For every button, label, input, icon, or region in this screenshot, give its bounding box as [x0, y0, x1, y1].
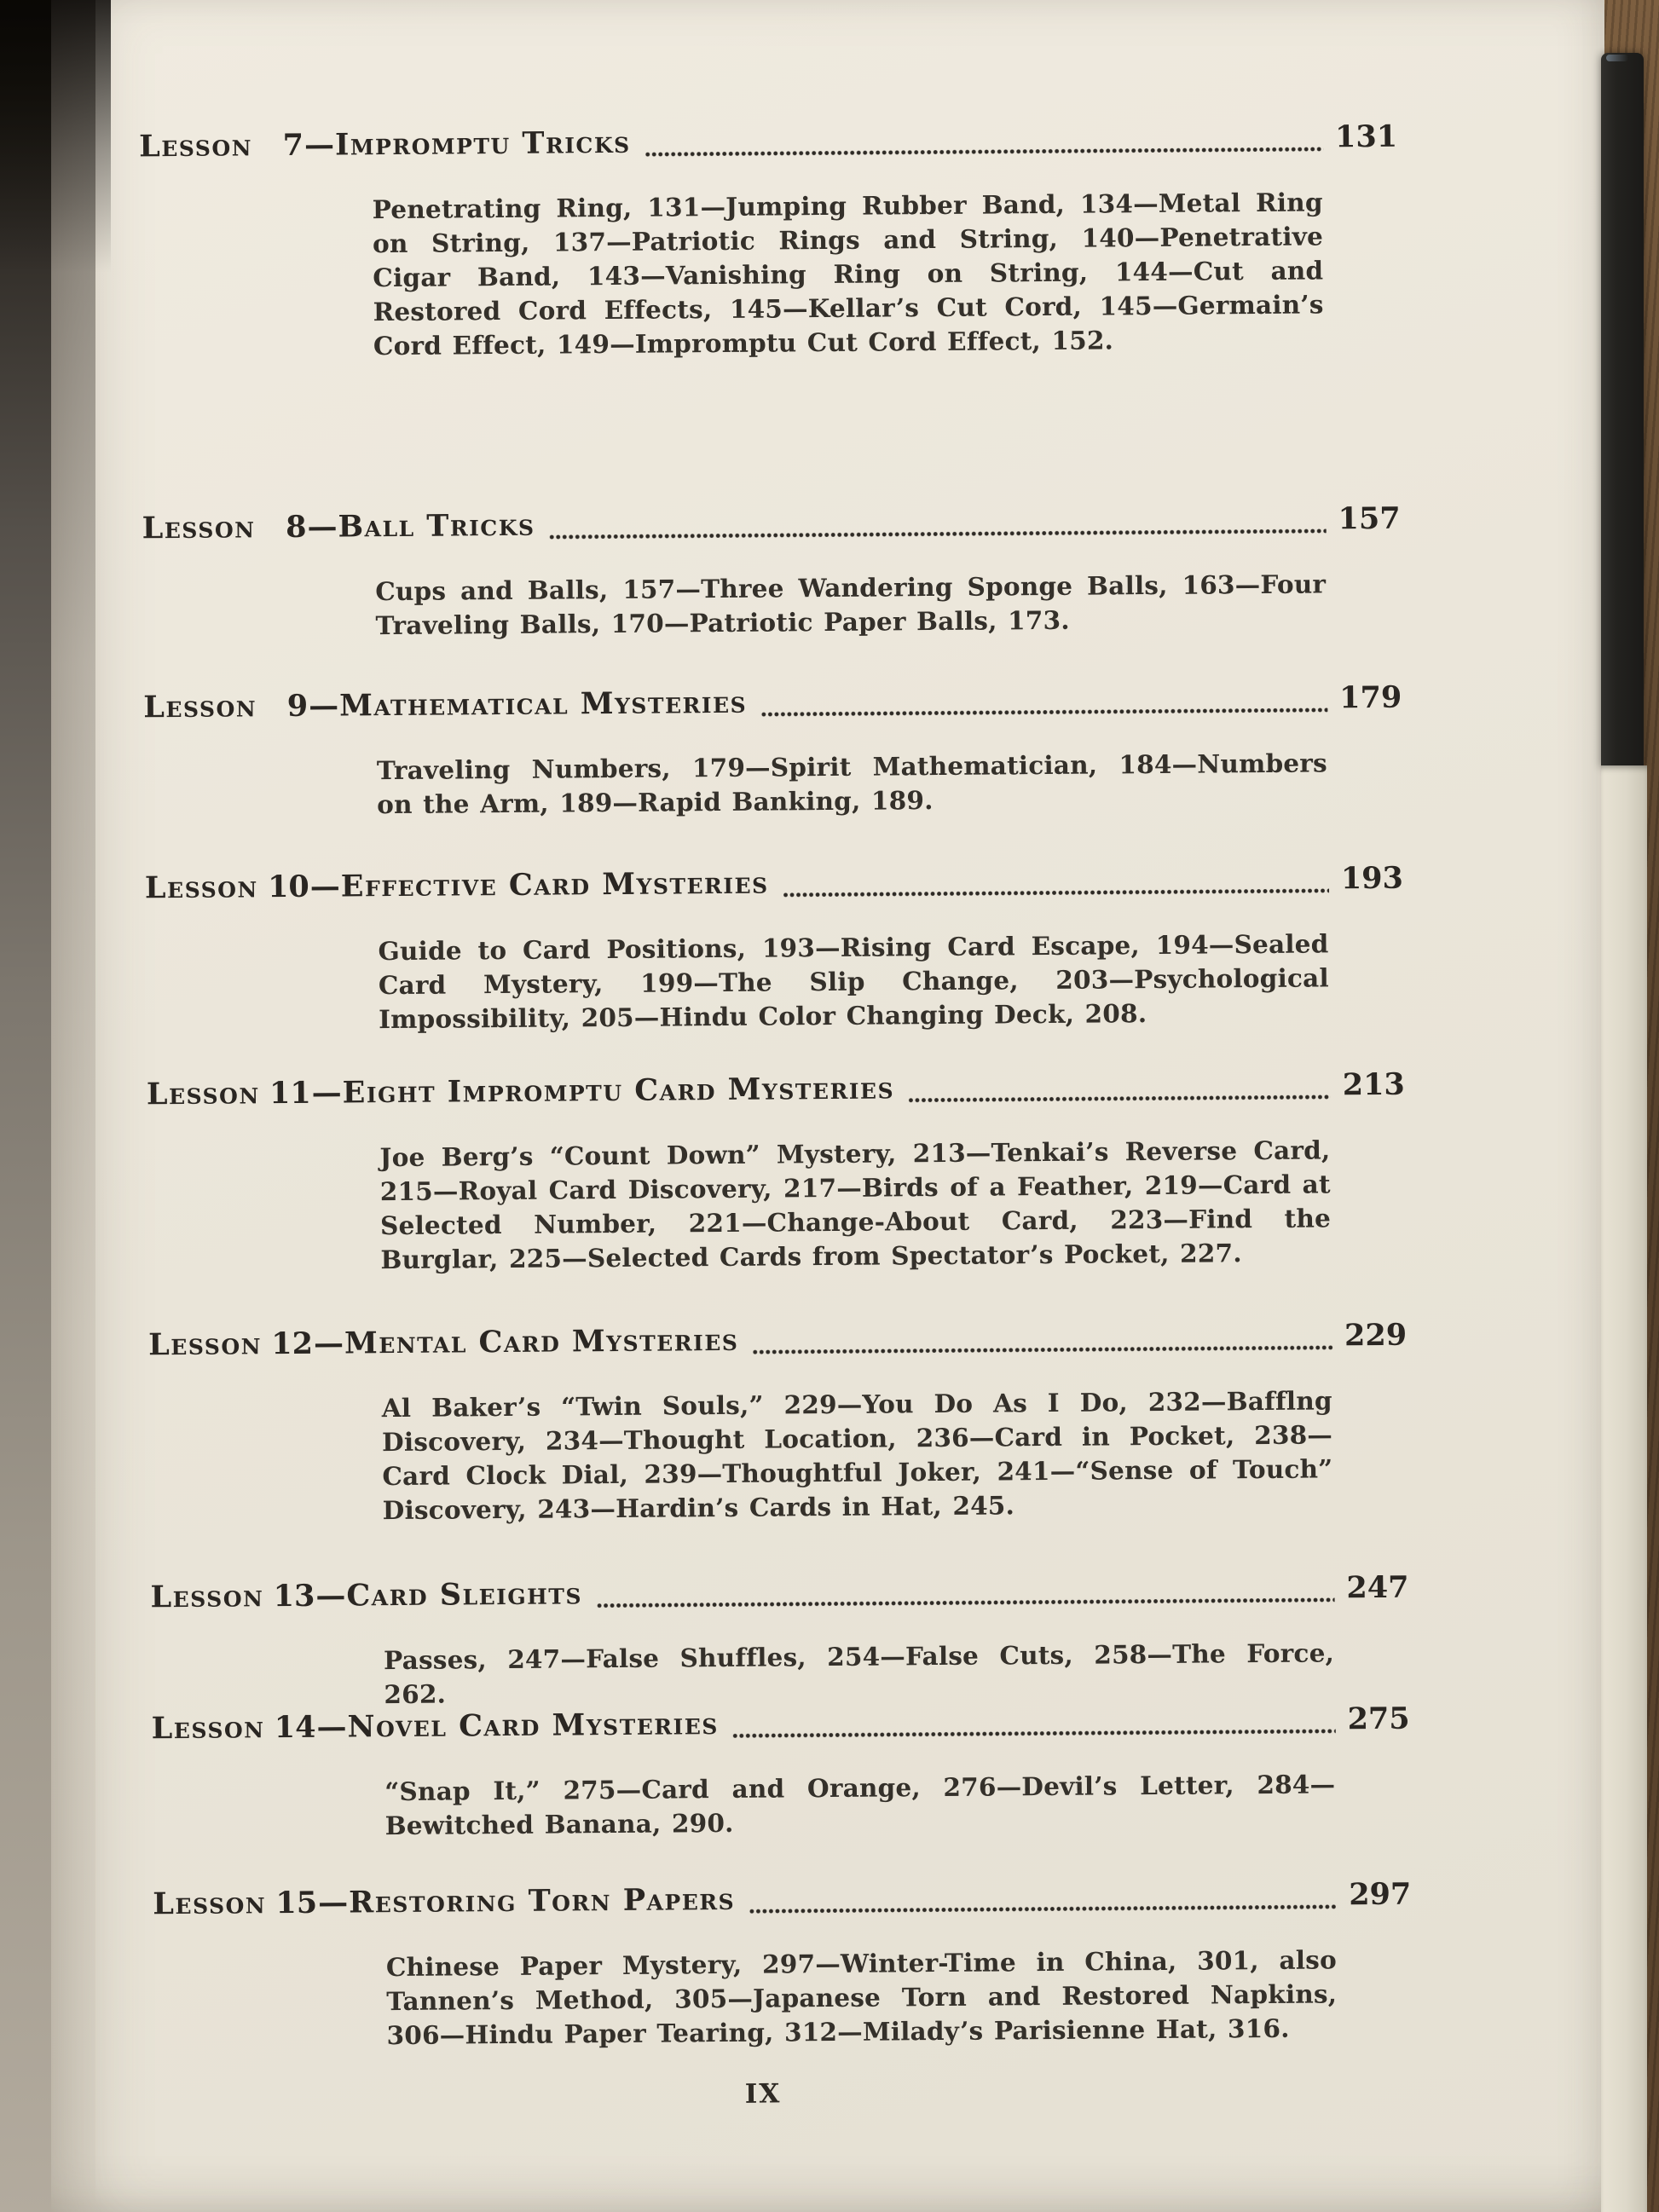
toc-entry-lesson-15 [153, 1873, 1413, 2055]
dotted-leader [752, 1344, 1332, 1354]
page-number: 213 [1342, 1066, 1405, 1103]
lesson-title: Mental Card Mysteries [344, 1322, 739, 1361]
dotted-leader [732, 1728, 1336, 1739]
lesson-contents: Traveling Numbers, 179—Spirit Mathematician, 184—Numbers on the Arm, 189—Rapid Banking, 189. [376, 748, 1327, 820]
toc-entry-heading [143, 676, 1402, 731]
page-number: 131 [1334, 118, 1398, 155]
lesson-title: Effective Card Mysteries [340, 865, 769, 904]
toc-entry-lesson-11 [147, 1063, 1407, 1279]
lesson-title: Impromptu Tricks [334, 124, 631, 163]
dotted-leader [783, 887, 1329, 898]
toc-entry-lesson-14 [152, 1697, 1411, 1845]
dash-separator: — [316, 1709, 347, 1745]
lesson-contents: Penetrating Ring, 131—Jumping Rubber Band, 134—Metal Ring on String, 137—Patriotic Rings and String, 140—Penetrative Cigar Band, 143—Vanishing Ring on String, 144—Cut and Restored Cord Effects, 145—Kellar’s Cut Cord, 145—Germain’s Cord Effect, 149—Impromptu Cut Cord Effect, 152. [372, 187, 1324, 361]
lesson-title: Restoring Torn Papers [349, 1881, 736, 1920]
toc-entry-heading [148, 1314, 1407, 1368]
toc-entry-lesson-7 [139, 115, 1399, 366]
lesson-number: 15 [275, 1885, 318, 1921]
toc-entry-heading [147, 1063, 1405, 1118]
lesson-contents: Guide to Card Positions, 193—Rising Card Escape, 194—Sealed Card Mystery, 199—The Slip Change, 203—Psychological Impossibility, 205—Hindu Color Changing Deck, 208. [378, 928, 1329, 1035]
dotted-leader [549, 528, 1327, 540]
lesson-number: 12 [271, 1325, 314, 1362]
dash-separator: — [308, 688, 339, 724]
lesson-number: 13 [273, 1578, 315, 1614]
page-number: 229 [1344, 1317, 1408, 1354]
page-number: 179 [1339, 679, 1402, 716]
lesson-number: 11 [269, 1075, 311, 1112]
dash-separator: — [311, 1075, 342, 1111]
lesson-label: Lesson [151, 1710, 265, 1747]
toc-entry-lesson-8 [142, 497, 1401, 645]
lesson-number: 14 [274, 1709, 316, 1746]
lesson-contents: “Snap It,” 275—Card and Orange, 276—Devil’s Letter, 284—Bewitched Banana, 290. [384, 1769, 1336, 1841]
toc-entry-lesson-9 [143, 676, 1402, 824]
lesson-title: Ball Tricks [338, 507, 535, 545]
toc-entry-lesson-12 [148, 1314, 1408, 1530]
lesson-label: Lesson [143, 689, 257, 725]
dotted-leader [760, 707, 1327, 717]
dotted-leader [645, 146, 1323, 157]
toc-entry-heading [139, 115, 1397, 170]
page-number: 157 [1338, 500, 1401, 537]
page-number: 297 [1349, 1876, 1412, 1913]
toc-entry-heading [152, 1697, 1410, 1752]
dash-separator: — [315, 1578, 346, 1614]
toc-entry-heading [150, 1566, 1408, 1620]
lesson-label: Lesson [148, 1326, 263, 1363]
lesson-contents: Chinese Paper Mystery, 297—Winter-Time in China, 301, also Tannen’s Method, 305—Japanese Torn and Restored Napkins, 306—Hindu Paper Tearing, 312—Milady’s Parisienne Hat, 316. [385, 1944, 1338, 2051]
lesson-title: Card Sleights [346, 1576, 583, 1614]
lesson-label: Lesson [138, 128, 253, 165]
lesson-label: Lesson [153, 1886, 267, 1922]
dash-separator: — [303, 127, 335, 163]
dotted-leader [596, 1597, 1334, 1608]
lesson-contents: Joe Berg’s “Count Down” Mystery, 213—Tenkai’s Reverse Card, 215—Royal Card Discovery, 217—Birds of a Feather, 219—Card at Selected Number, 221—Change-About Card, 223—Find the Burglar, 225—Selected Cards from Spectator’s Pocket, 227. [379, 1135, 1332, 1275]
page-folio: IX [744, 2078, 782, 2110]
dash-separator: — [318, 1885, 349, 1920]
dotted-leader [908, 1094, 1331, 1103]
dash-separator: — [307, 509, 338, 545]
lesson-label: Lesson [142, 510, 256, 546]
lesson-label: Lesson [146, 1076, 260, 1112]
dash-separator: — [313, 1325, 344, 1361]
lesson-label: Lesson [144, 869, 258, 906]
toc-entry-lesson-13 [150, 1566, 1409, 1714]
page-number: 193 [1340, 860, 1404, 897]
page-number: 247 [1346, 1569, 1409, 1606]
page-number: 275 [1347, 1701, 1410, 1737]
toc-entry-heading [142, 497, 1400, 552]
lesson-number: 10 [267, 869, 309, 905]
lesson-number: 7 [282, 127, 304, 164]
lesson-title: Eight Impromptu Card Mysteries [342, 1071, 895, 1111]
lesson-label: Lesson [150, 1579, 264, 1615]
toc-entry-heading [153, 1873, 1411, 1927]
lesson-number: 8 [285, 509, 307, 545]
lesson-title: Novel Card Mysteries [347, 1707, 720, 1745]
toc-entry-lesson-10 [145, 857, 1405, 1039]
lesson-contents: Passes, 247—False Shuffles, 254—False Cuts, 258—The Force, 262. [383, 1637, 1335, 1710]
lesson-number: 9 [286, 688, 309, 724]
lesson-title: Mathematical Mysteries [338, 684, 748, 724]
toc-entry-heading [145, 857, 1403, 911]
dash-separator: — [309, 869, 340, 904]
dotted-leader [749, 1903, 1337, 1914]
lesson-contents: Al Baker’s “Twin Souls,” 229—You Do As I Do, 232—Bafflng Discovery, 234—Thought Location, 236—Card in Pocket, 238—Card Clock Dial, 239—Thoughtful Joker, 241—“Sense of Touch” Discovery, 243—Hardin’s Cards in Hat, 245. [381, 1385, 1333, 1526]
lesson-contents: Cups and Balls, 157—Three Wandering Sponge Balls, 163—Four Traveling Balls, 170—Patriotic Paper Balls, 173. [375, 569, 1327, 641]
